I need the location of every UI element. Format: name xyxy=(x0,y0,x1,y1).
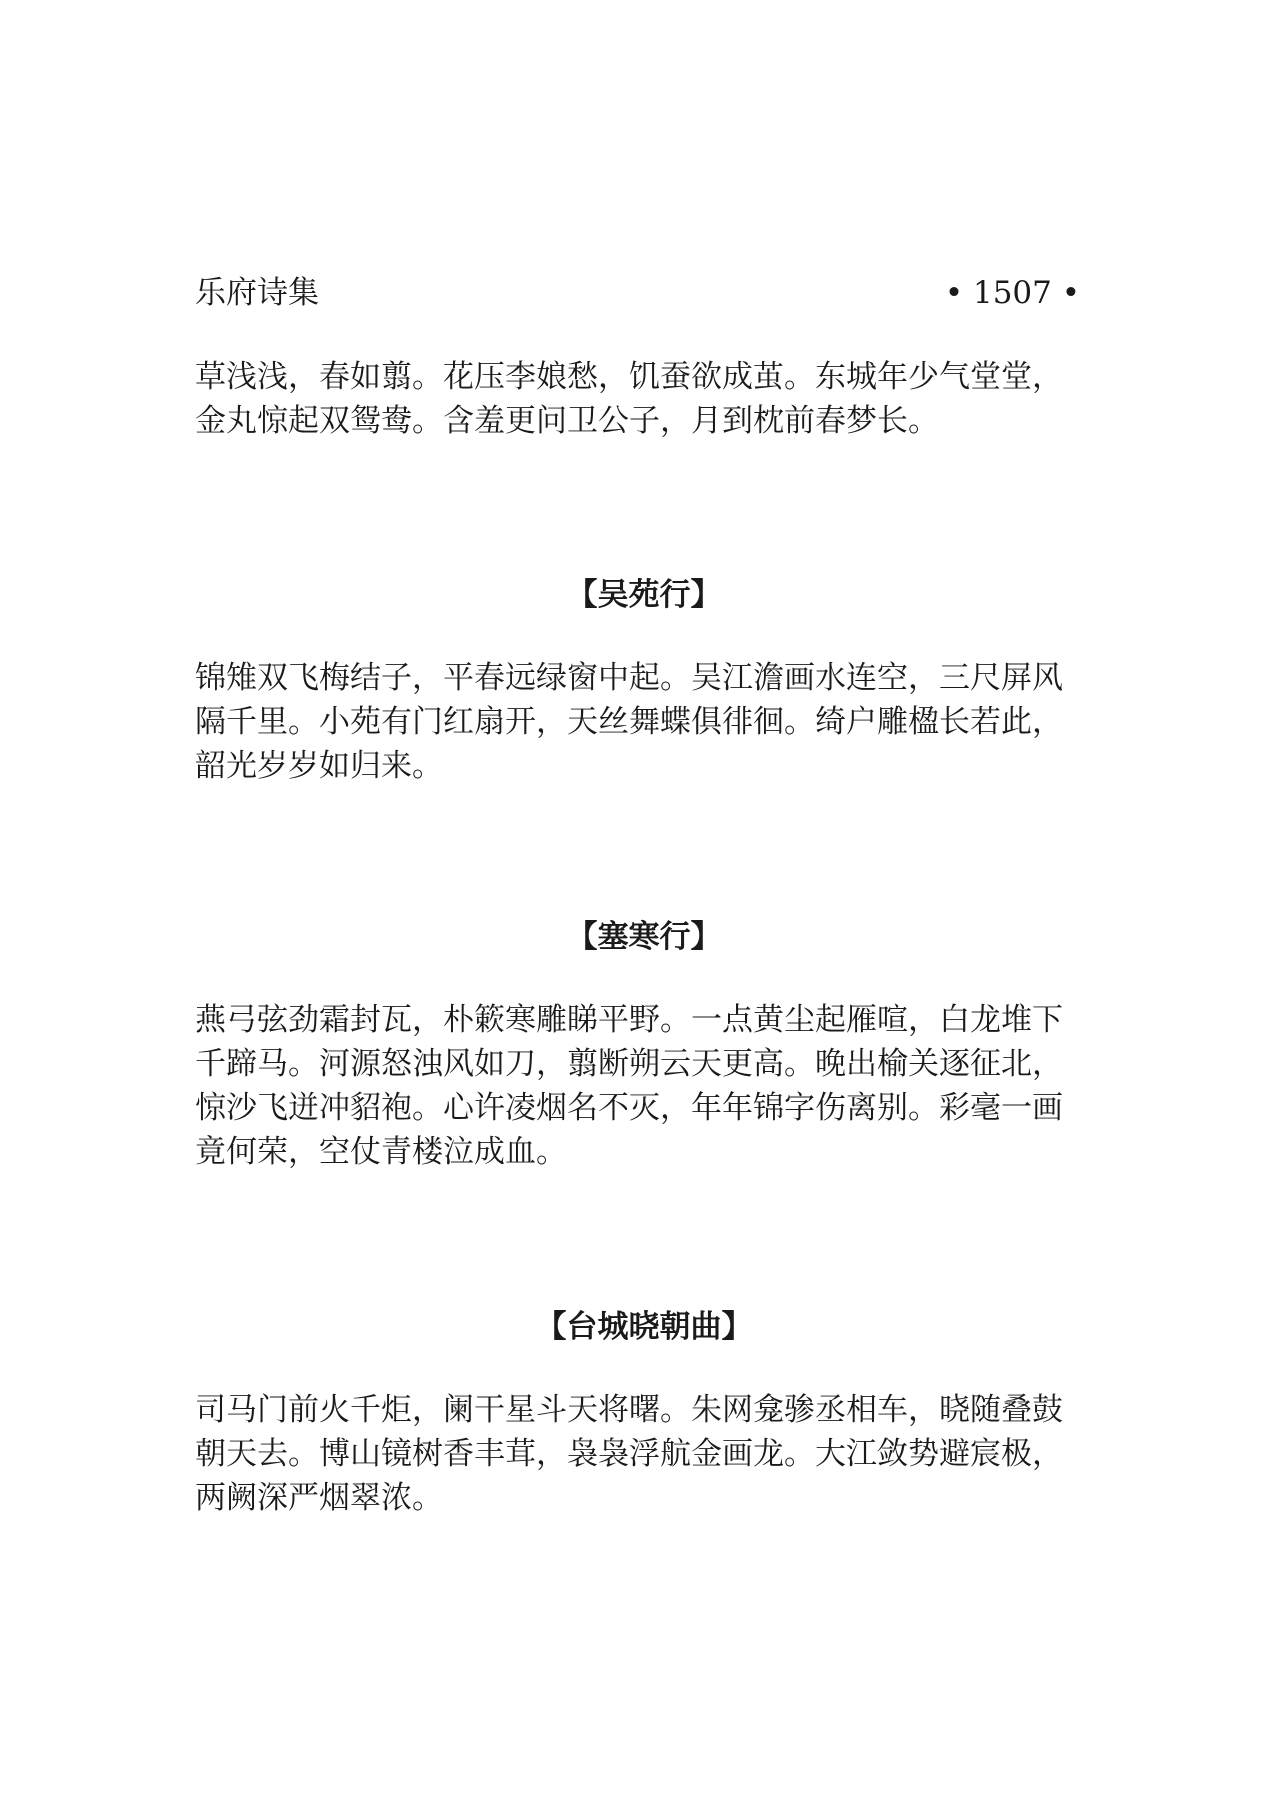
poem-title-tai-cheng-xiao-chao-qu: 【台城晓朝曲】 xyxy=(535,1309,753,1345)
poem-text-tai-cheng-xiao-chao-qu: 司马门前火千炬，阑干星斗天将曙。朱网龛骖丞相车，晓随叠鼓朝天去。博山镜树香丰茸，袅袅浮航金画龙。大江敛势避宸极，两阙深严烟翠浓。 xyxy=(195,1392,1063,1516)
poem-title-wu-yuan-xing: 【吴苑行】 xyxy=(566,577,722,613)
poem-text-continued: 草浅浅，春如翦。花压李娘愁，饥蚕欲成茧。东城年少气堂堂，金丸惊起双鸳鸯。含羞更问卫公子，月到枕前春梦长。 xyxy=(195,359,1063,439)
page-header xyxy=(195,268,1080,318)
poem-text-wu-yuan-xing: 锦雉双飞梅结子，平春远绿窗中起。吴江澹画水连空，三尺屏风隔千里。小苑有门红扇开，天丝舞蝶俱徘徊。绮户雕楹长若此，韶光岁岁如归来。 xyxy=(195,660,1063,784)
poem-text-sai-han-xing: 燕弓弦劲霜封瓦，朴簌寒雕睇平野。一点黄尘起雁喧，白龙堆下千蹄马。河源怒浊风如刀，翦断朔云天更高。晚出榆关逐征北，惊沙飞迸冲貂袍。心许凌烟名不灭，年年锦字伤离别。彩毫一画竟何荣，空仗青楼泣成血。 xyxy=(195,1002,1063,1170)
poem-title-sai-han-xing: 【塞寒行】 xyxy=(566,919,722,955)
page-number: • 1507 • xyxy=(944,275,1080,311)
book-title: 乐府诗集 xyxy=(195,275,319,311)
